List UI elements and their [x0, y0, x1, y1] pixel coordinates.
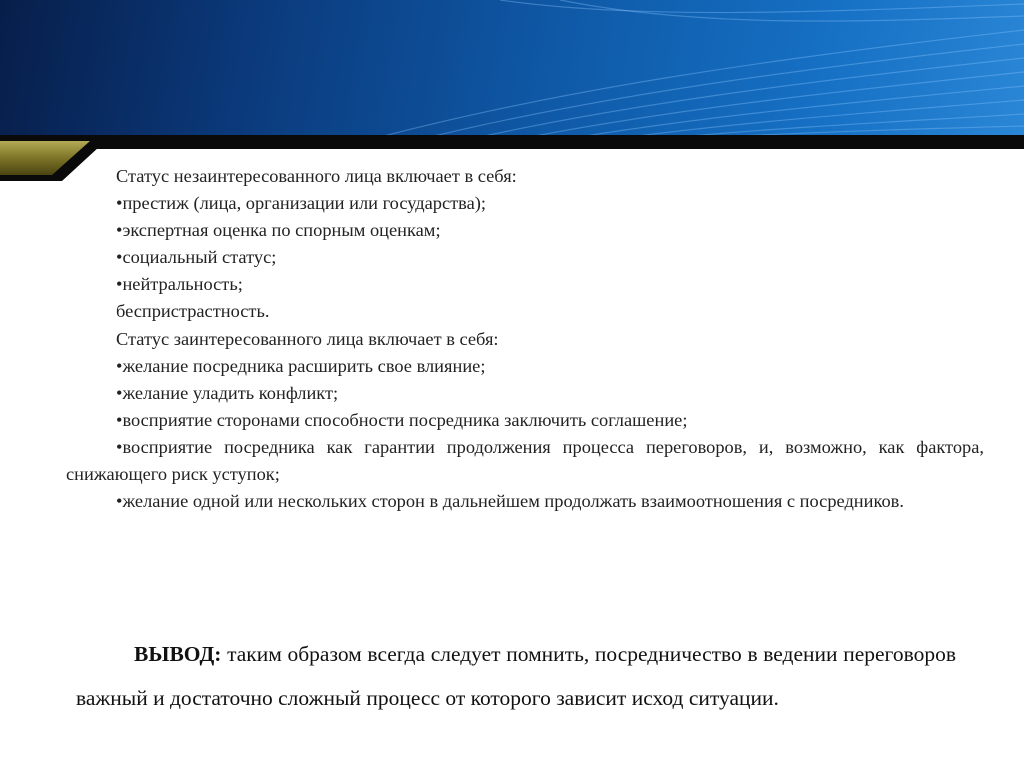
main-text	[66, 163, 984, 515]
list-item: •желание посредника расширить свое влияние;	[116, 355, 486, 376]
list-item: •восприятие посредника как гарантии продолжения процесса переговоров, и, возможно, как фактора, снижающего риск уступок;	[66, 436, 984, 485]
header-wave-lines	[0, 0, 1024, 137]
header-banner	[0, 0, 1024, 137]
list-item: •социальный статус;	[116, 247, 277, 268]
conclusion-label: ВЫВОД:	[134, 641, 222, 666]
list-item: •желание уладить конфликт;	[116, 382, 339, 403]
conclusion-paragraph	[76, 632, 956, 721]
conclusion-text: таким образом всегда следует помнить, посредничество в ведении переговоров важный и достаточно сложный процесс от которого зависит исход ситуации.	[76, 641, 956, 710]
list-item: •престиж (лица, организации или государства);	[116, 193, 487, 214]
list-item: •желание одной или нескольких сторон в дальнейшем продолжать взаимоотношения с посредников.	[116, 491, 904, 512]
list-item: •экспертная оценка по спорным оценкам;	[116, 220, 441, 241]
list-item: беспристрастность.	[116, 301, 270, 322]
section2-heading: Статус заинтересованного лица включает в себя:	[116, 328, 499, 349]
section1-heading: Статус незаинтересованного лица включает в себя:	[116, 166, 517, 186]
list-item: •восприятие сторонами способности посредника заключить соглашение;	[116, 409, 688, 430]
list-item: •нейтральность;	[116, 274, 243, 295]
